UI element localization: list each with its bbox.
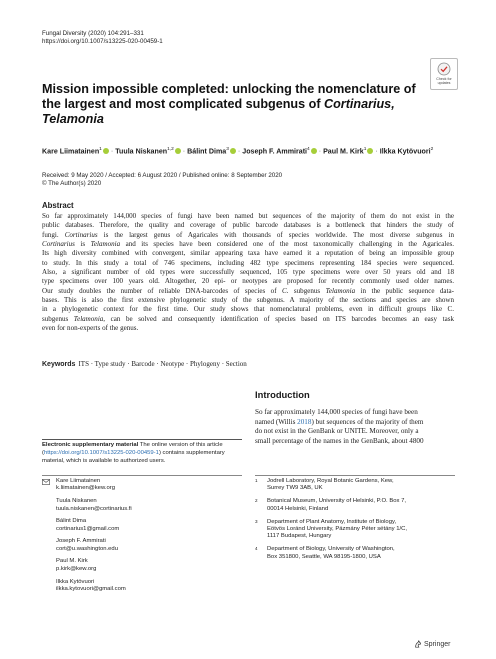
esm-link[interactable]: https://doi.org/10.1007/s13225-020-00459-1: [43, 449, 159, 456]
intro-line: So far approximately 144,000 species of fungi have been: [255, 408, 418, 416]
author-affiliation-number: 1,2: [167, 147, 174, 152]
contact-entry: [42, 478, 242, 493]
affiliation-entry: [255, 546, 455, 561]
affiliations-divider: [255, 475, 455, 476]
abstract-line: public databases. Therefore, the quality and coverage of public barcode databases is a bottleneck that hinders the study of: [42, 221, 454, 230]
contact-name: Ilkka Kytövuori: [56, 578, 95, 585]
orcid-icon[interactable]: [175, 148, 181, 154]
dates-line: Received: 9 May 2020 / Accepted: 6 August 2020 / Published online: 8 September 2020: [42, 172, 283, 179]
journal-doi[interactable]: https://doi.org/10.1007/s13225-020-00459-1: [42, 38, 163, 45]
affiliation-number: 1: [255, 478, 258, 483]
affiliation-entry: [255, 498, 455, 513]
author-affiliation-number: 1: [363, 147, 367, 152]
contact-entry: [42, 579, 242, 594]
journal-citation: Fungal Diversity (2020) 104:291–331: [42, 30, 144, 37]
author-affiliation-number: 2: [430, 147, 434, 152]
abstract-line: Cortinarius is Telamonia and its species have been considered one of the most taxonomically challenging in the Agaricales.: [42, 240, 454, 249]
contact-entry: [42, 518, 242, 533]
springer-horse-icon: [414, 640, 422, 648]
abstract-line: subgenus Telamonia, can be solved and consequently identification of species based on ITS barcodes becomes an easy task: [42, 314, 454, 323]
contact-email[interactable]: p.kirk@kew.org: [56, 565, 97, 572]
check-for-updates-icon: [437, 62, 451, 76]
author-name[interactable]: Joseph F. Ammirati: [242, 147, 308, 156]
contact-name: Kare Liimatainen: [56, 478, 101, 484]
author-affiliation-number: 3: [226, 147, 229, 152]
contact-name: Tuula Niskanen: [56, 498, 97, 505]
contact-name: Bálint Dima: [56, 518, 87, 525]
contact-entry: [42, 538, 242, 553]
esm-divider: [42, 439, 242, 440]
abstract-line: Also, a significant number of old types were successfully sequenced, 105 type specimens were over 50 years old and 18: [42, 268, 454, 277]
affiliation-line: Department of Biology, University of Washington,: [267, 546, 395, 553]
affiliation-line: 1117 Budapest, Hungary: [267, 533, 332, 540]
contact-email[interactable]: tuula.niskanen@cortinarius.fi: [56, 505, 132, 512]
article-title-main: Mission impossible completed: unlocking the nomenclature of the largest and most complicated subgenus of: [42, 82, 416, 111]
affiliation-number: 3: [255, 518, 258, 524]
abstract-line: bases. This is also the first extensive phylogenetic study of the subgenus. A majority of the sections and species are shown: [42, 296, 454, 305]
affiliation-number: 2: [255, 498, 258, 504]
author-name[interactable]: Tuula Niskanen: [115, 147, 168, 156]
affiliation-line: 00014 Helsinki, Finland: [267, 505, 329, 512]
contact-email[interactable]: cort@u.washington.edu: [56, 545, 118, 552]
affiliation-entry: [255, 519, 455, 541]
affiliation-line: Eötvös Loránd University, Pázmány Péter sétány 1/C,: [267, 526, 408, 533]
orcid-icon[interactable]: [103, 148, 109, 154]
author-affiliation-number: 1: [99, 147, 102, 152]
keywords-text: ITS · Type study · Barcode · Neotype · Phylogeny · Section: [78, 360, 247, 368]
abstract-heading: Abstract: [42, 201, 74, 210]
intro-line: named (Willis 2018) but sequences of the majority of them: [255, 417, 424, 426]
contact-list: [42, 478, 242, 599]
check-for-updates-label: Check for updates: [436, 77, 452, 85]
abstract-line: to study. In this study a total of 746 specimens, including 482 type specimens representing 184 species were sequenced.: [42, 258, 454, 267]
contact-email[interactable]: k.liimatainen@kew.org: [56, 485, 116, 492]
keywords: [42, 360, 247, 369]
author-separator: ·: [182, 147, 186, 156]
contact-name: Joseph F. Ammirati: [56, 538, 106, 545]
envelope-icon: [42, 479, 50, 488]
introduction-body: [255, 408, 455, 446]
affiliation-line: Botanical Museum, University of Helsinki, P.O. Box 7,: [267, 498, 407, 505]
contact-entry: [42, 498, 242, 513]
author-separator: ·: [110, 147, 114, 156]
author-separator: ·: [375, 147, 378, 156]
orcid-icon[interactable]: [311, 148, 317, 154]
author-list: [42, 145, 462, 156]
journal-header: [42, 30, 163, 46]
author-name[interactable]: Kare Liimatainen: [42, 147, 100, 156]
intro-line: small percentage of the names in the GenBank, about 4800: [255, 436, 424, 445]
check-for-updates-badge[interactable]: [430, 58, 458, 90]
affiliation-entry: [255, 478, 455, 493]
abstract-body: [42, 212, 454, 333]
contact-email[interactable]: cortinarius1@gmail.com: [56, 525, 120, 532]
contacts-divider: [42, 475, 242, 476]
intro-line: do not exist in the GenBank or UNITE. Moreover, only a: [255, 427, 419, 436]
contact-entry: [42, 558, 242, 573]
author-name[interactable]: Paul M. Kirk: [323, 147, 364, 156]
contact-email[interactable]: ilkka.kytovuori@gmail.com: [56, 585, 126, 592]
publisher-logo: [414, 640, 450, 648]
author-name[interactable]: Ilkka Kytövuori: [379, 147, 431, 156]
author-separator: ·: [237, 147, 241, 156]
affiliation-line: Box 351800, Seattle, WA 98195-1800, USA: [267, 553, 381, 560]
affiliation-line: Surrey TW9 3AB, UK: [267, 485, 323, 492]
abstract-line: type specimens over 100 years old. Altogether, 20 epi- or neotypes are proposed for recently commonly used older names.: [42, 277, 454, 286]
abstract-line: So far approximately 144,000 species of fungi have been named but sequences of the majority of them do not exist in the: [42, 212, 454, 220]
esm-note: Electronic supplementary material The online version of this article (https://doi.org/10.1007/s13225-020-00459-1) contains supplementary material, which is available to authorized users.: [42, 442, 225, 464]
publisher-name: Springer: [424, 640, 451, 648]
contact-name: Paul M. Kirk: [56, 558, 88, 565]
affiliation-number: 4: [255, 546, 258, 552]
abstract-line: in a phylogenetic context for the first time. Our study shows that nomenclatural problems, even in difficult groups like C.: [42, 305, 454, 314]
keywords-label: Keywords: [42, 361, 76, 368]
author-name[interactable]: Bálint Dima: [187, 147, 227, 156]
citation-link[interactable]: 2018: [297, 417, 312, 426]
abstract-line: Our study doubles the number of reliable DNA-barcodes of species of C. subgenus Telamonia in the public sequence data-: [42, 286, 454, 295]
orcid-icon[interactable]: [230, 148, 236, 154]
affiliation-line: Department of Plant Anatomy, Institute of Biology,: [267, 518, 397, 525]
article-title: [42, 82, 422, 127]
publication-dates: [42, 172, 282, 188]
author-affiliation-number: 4: [307, 147, 310, 152]
author-separator: ·: [318, 147, 322, 156]
esm-label: Electronic supplementary material: [42, 442, 139, 448]
affiliation-line: Jodrell Laboratory, Royal Botanic Gardens, Kew,: [267, 478, 394, 484]
affiliation-list: [255, 478, 455, 567]
copyright-line: © The Author(s) 2020: [42, 180, 102, 187]
article-title-italic: Cortinarius, Telamonia: [42, 97, 395, 126]
abstract-line: Its high diversity combined with convergent, similar appearing taxa have earned it a reputation of being an impossible group: [42, 249, 454, 258]
introduction-heading: Introduction: [255, 389, 310, 400]
abstract-line: fungi. Cortinarius is the largest genus of Agaricales with thousands of species worldwide. The most diverse subgenus in: [42, 230, 454, 239]
abstract-line: even for non-experts of the genus.: [42, 324, 139, 333]
